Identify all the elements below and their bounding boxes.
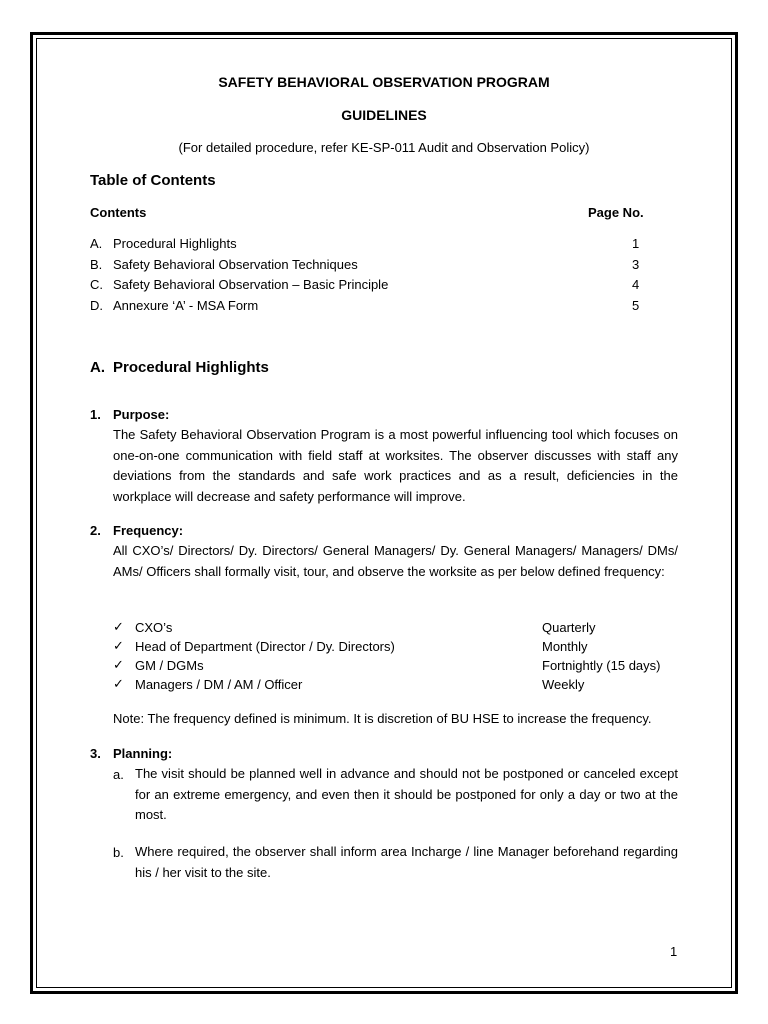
frequency-role: CXO’s bbox=[135, 620, 173, 635]
check-icon: ✓ bbox=[113, 638, 124, 653]
toc-col-contents: Contents bbox=[90, 205, 147, 220]
subitem-letter: a. bbox=[113, 767, 124, 782]
check-icon: ✓ bbox=[113, 657, 124, 672]
toc-row-letter: B. bbox=[90, 257, 103, 272]
check-icon: ✓ bbox=[113, 676, 124, 691]
item-number: 1. bbox=[90, 407, 101, 422]
toc-row-page: 5 bbox=[632, 298, 640, 313]
toc-row-title: Safety Behavioral Observation Techniques bbox=[113, 257, 358, 272]
item-label: Frequency: bbox=[113, 523, 184, 538]
reference-note: (For detailed procedure, refer KE-SP-011 Audit and Observation Policy) bbox=[178, 140, 590, 155]
toc-col-page: Page No. bbox=[588, 205, 644, 220]
document-title: SAFETY BEHAVIORAL OBSERVATION PROGRAM bbox=[218, 74, 550, 90]
toc-row-title: Annexure ‘A’ - MSA Form bbox=[113, 298, 259, 313]
toc-row-page: 4 bbox=[632, 277, 640, 292]
frequency-role: GM / DGMs bbox=[135, 658, 204, 673]
toc-heading: Table of Contents bbox=[90, 172, 216, 189]
frequency-value: Weekly bbox=[542, 677, 585, 692]
planning-text-a: The visit should be planned well in advance and should not be postponed or canceled except for an extreme emergency, and even then it should be postponed for only a day or two at the most. bbox=[135, 766, 678, 822]
toc-row-page: 1 bbox=[632, 236, 640, 251]
planning-text-b: Where required, the observer shall inform area Incharge / line Manager beforehand regarding his / her visit to the site. bbox=[135, 844, 678, 880]
page-number: 1 bbox=[670, 944, 678, 959]
item-number: 2. bbox=[90, 523, 101, 538]
frequency-role: Managers / DM / AM / Officer bbox=[135, 677, 303, 692]
section-a-letter: A. bbox=[90, 359, 105, 376]
item-label: Purpose: bbox=[113, 407, 170, 422]
check-icon: ✓ bbox=[113, 619, 124, 634]
frequency-value: Quarterly bbox=[542, 620, 596, 635]
section-a-heading: Procedural Highlights bbox=[113, 359, 269, 376]
frequency-value: Monthly bbox=[542, 639, 588, 654]
document-subtitle: GUIDELINES bbox=[341, 107, 427, 123]
toc-row-letter: C. bbox=[90, 277, 103, 292]
frequency-value: Fortnightly (15 days) bbox=[542, 658, 661, 673]
frequency-role: Head of Department (Director / Dy. Directors) bbox=[135, 639, 395, 654]
purpose-text: The Safety Behavioral Observation Program is a most powerful influencing tool which focuses on one-on-one communication with field staff at worksites. The observer discusses with staff any deviations from the standards and safe work practices and as a result, deficiencies in the workplace will decrease and safety performance will improve. bbox=[113, 427, 678, 504]
subitem-letter: b. bbox=[113, 845, 124, 860]
toc-row-page: 3 bbox=[632, 257, 640, 272]
toc-row-letter: A. bbox=[90, 236, 103, 251]
frequency-text: All CXO’s/ Directors/ Dy. Directors/ General Managers/ Dy. General Managers/ Managers/ DMs/ AMs/ Officers shall formally visit, tour, and observe the worksite as per below defined frequency: bbox=[113, 543, 678, 579]
item-label: Planning: bbox=[113, 746, 173, 761]
toc-row-title: Safety Behavioral Observation – Basic Principle bbox=[113, 277, 389, 292]
toc-row-letter: D. bbox=[90, 298, 103, 313]
toc-row-title: Procedural Highlights bbox=[113, 236, 237, 251]
frequency-note: Note: The frequency defined is minimum. It is discretion of BU HSE to increase the frequency. bbox=[113, 711, 652, 726]
item-number: 3. bbox=[90, 746, 101, 761]
